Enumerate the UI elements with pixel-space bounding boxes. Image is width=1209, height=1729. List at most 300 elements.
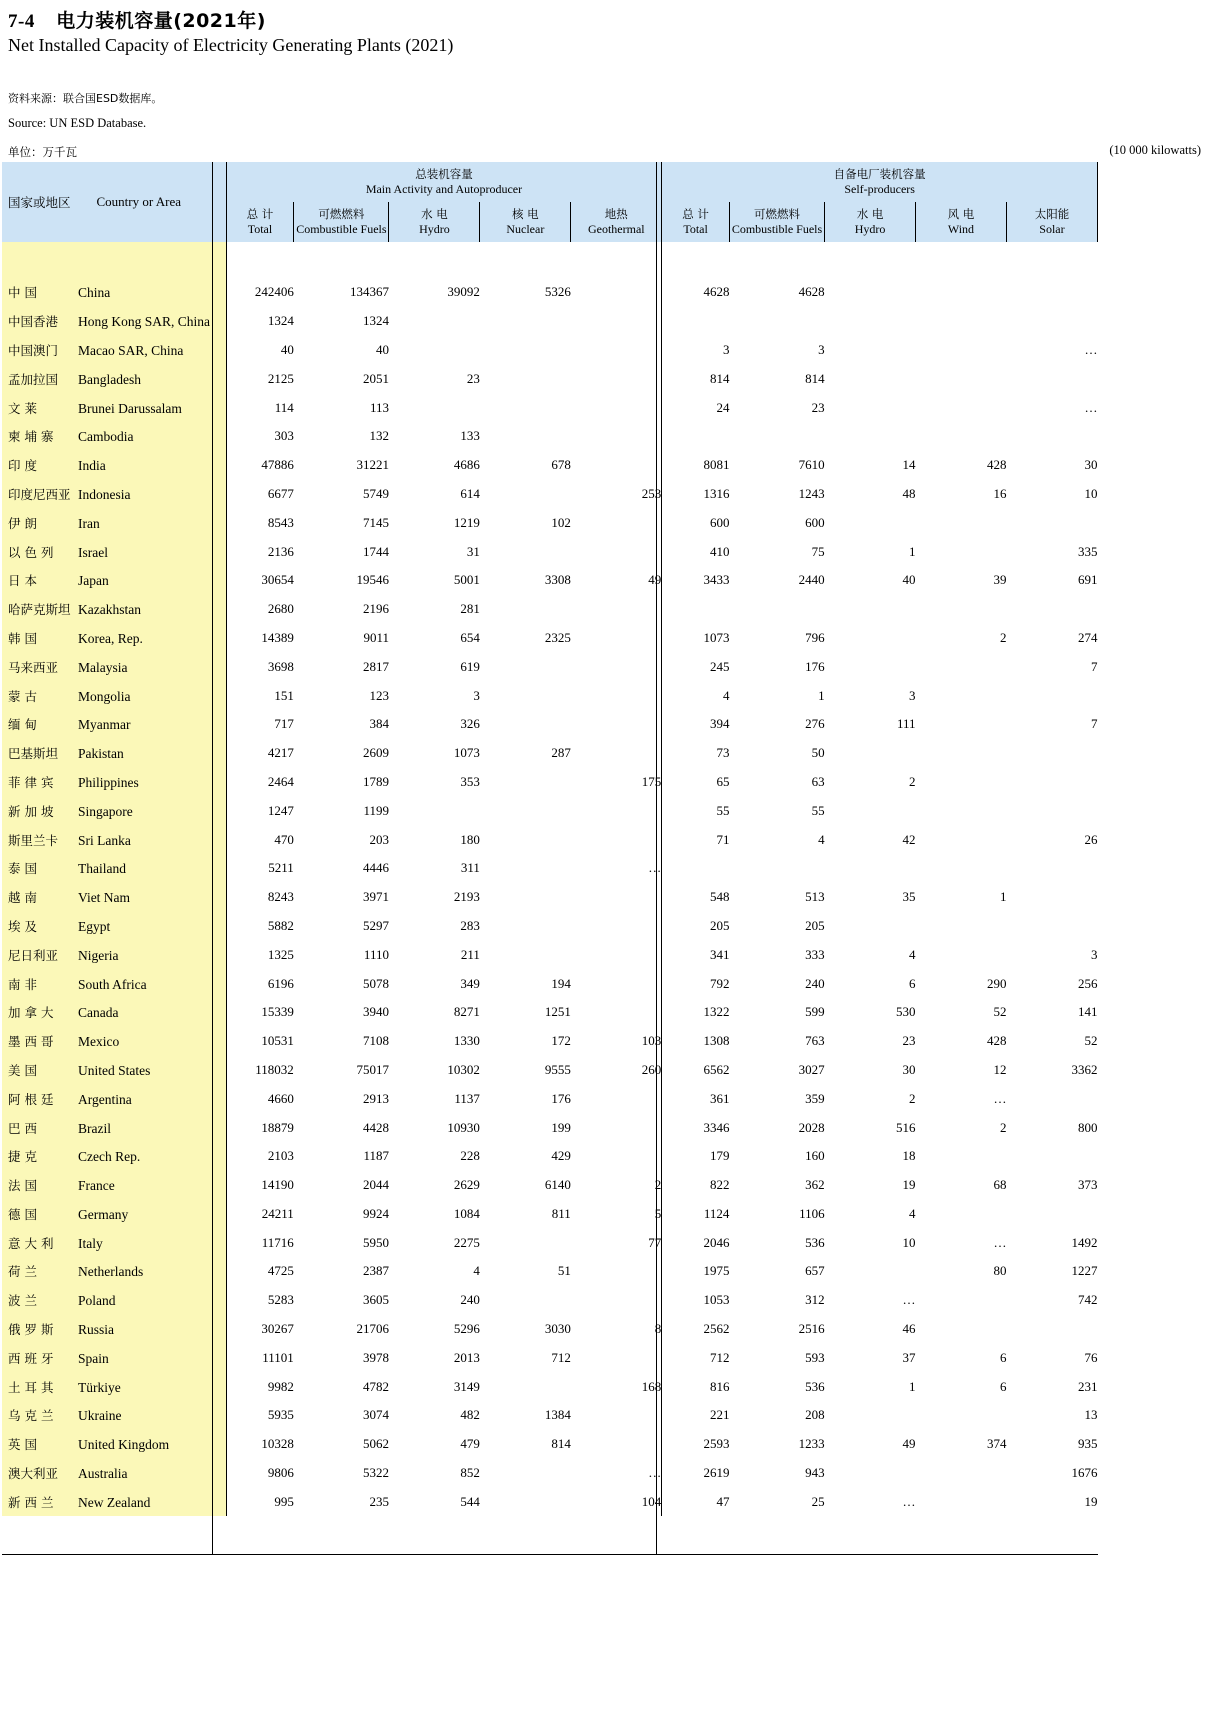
data-cell [825, 422, 916, 451]
data-cell: 1 [909, 1378, 916, 1394]
data-cell [916, 307, 1007, 336]
data-cell: 40 [902, 572, 916, 588]
data-cell: 205 [805, 917, 825, 933]
data-cell [480, 480, 571, 509]
data-cell [480, 652, 571, 681]
data-cell [825, 508, 916, 537]
table-row [2, 307, 1098, 336]
data-cell [1006, 508, 1097, 537]
data-cell: 48 [902, 485, 916, 501]
data-cell [825, 652, 916, 681]
country-name-cn: 德 国 [8, 1206, 37, 1222]
data-cell: 3971 [362, 889, 389, 905]
data-cell: 2 [999, 1119, 1007, 1135]
table-row [2, 1200, 1098, 1229]
data-cell: 18879 [226, 1113, 294, 1142]
table-row [2, 1113, 1098, 1142]
country-name-cn: 加 拿 大 [8, 1005, 54, 1021]
country-name-cell [2, 796, 226, 825]
data-cell: 31221 [356, 457, 389, 473]
data-cell: 3 [473, 687, 480, 703]
data-cell [571, 912, 662, 941]
data-cell [571, 969, 662, 998]
table-row [2, 1056, 1098, 1085]
data-cell: 245 [662, 652, 730, 681]
col-header-main-total: 总 计 Total [226, 202, 294, 242]
data-cell: 5001 [453, 572, 480, 588]
data-cell: 943 [805, 1465, 825, 1481]
data-cell [916, 1142, 1007, 1171]
data-cell [389, 307, 480, 336]
country-name-en: Bangladesh [78, 371, 141, 387]
table-row [2, 1228, 1098, 1257]
data-cell [571, 940, 662, 969]
table-row [2, 912, 1098, 941]
data-cell: 2 [909, 1090, 916, 1106]
data-cell [571, 451, 662, 480]
data-cell [662, 307, 730, 336]
country-name-cell [2, 451, 226, 480]
group-header-self-producers-cn: 自备电厂装机容量 [833, 167, 926, 182]
data-cell: 384 [369, 716, 389, 732]
data-cell [571, 1113, 662, 1142]
data-cell: 221 [662, 1401, 730, 1430]
data-cell: 242406 [226, 278, 294, 307]
country-name-cn: 孟加拉国 [8, 371, 59, 387]
data-cell: 151 [226, 681, 294, 710]
data-cell: 30 [1084, 457, 1098, 473]
data-cell [480, 1372, 571, 1401]
data-cell [729, 307, 824, 336]
country-name-en: Myanmar [78, 717, 131, 733]
country-name-cn: 新 西 兰 [8, 1494, 54, 1510]
data-cell [916, 1401, 1007, 1430]
data-cell: 47 [662, 1487, 730, 1516]
data-cell: 7610 [798, 457, 825, 473]
country-name-cell [2, 624, 226, 653]
country-name-cell [2, 912, 226, 941]
data-cell: 3433 [662, 566, 730, 595]
data-cell: 24 [662, 393, 730, 422]
country-name-en: Spain [78, 1350, 109, 1366]
data-cell: 349 [460, 975, 480, 991]
data-cell [825, 364, 916, 393]
data-cell: 374 [986, 1436, 1007, 1452]
data-cell: 516 [896, 1119, 916, 1135]
data-cell: 235 [369, 1493, 389, 1509]
table-row [2, 1315, 1098, 1344]
data-cell: 260 [641, 1061, 662, 1077]
data-cell: 1233 [798, 1436, 825, 1452]
data-cell: 548 [662, 883, 730, 912]
data-cell [480, 854, 571, 883]
data-cell: 482 [460, 1407, 480, 1423]
data-cell: 205 [662, 912, 730, 941]
country-name-cell [2, 278, 226, 307]
data-cell [916, 652, 1007, 681]
data-cell [1006, 1142, 1097, 1171]
data-cell: 600 [805, 514, 825, 530]
country-name-cell [2, 1171, 226, 1200]
country-name-cell [2, 1315, 226, 1344]
table-row [2, 393, 1098, 422]
data-cell: 394 [662, 710, 730, 739]
data-cell: 49 [902, 1436, 916, 1452]
data-cell [916, 739, 1007, 768]
data-cell: 5078 [362, 975, 389, 991]
data-cell: 2 [654, 1177, 662, 1193]
data-cell: 1676 [1071, 1465, 1098, 1481]
table-row [2, 566, 1098, 595]
data-cell [571, 364, 662, 393]
data-cell: 1384 [544, 1407, 571, 1423]
country-name-en: Thailand [78, 861, 126, 877]
data-cell: 6140 [544, 1177, 571, 1193]
data-cell: 1 [999, 889, 1007, 905]
data-cell: 5950 [362, 1234, 389, 1250]
data-cell: 3027 [798, 1061, 825, 1077]
data-cell [1006, 854, 1097, 883]
data-cell [571, 422, 662, 451]
data-cell: 2516 [798, 1321, 825, 1337]
country-name-cn: 埃 及 [8, 918, 37, 934]
data-cell: 26 [1084, 831, 1098, 847]
data-cell: 796 [805, 629, 825, 645]
country-name-en: India [78, 458, 106, 474]
data-cell: 359 [805, 1090, 825, 1106]
data-cell: 231 [1078, 1378, 1098, 1394]
country-name-cell [2, 1228, 226, 1257]
data-cell: 303 [226, 422, 294, 451]
data-cell: 600 [662, 508, 730, 537]
country-name-en: Macao SAR, China [78, 342, 184, 358]
data-cell [916, 508, 1007, 537]
data-cell [571, 537, 662, 566]
source-note-en: Source: UN ESD Database. [8, 116, 147, 130]
data-cell [571, 1084, 662, 1113]
data-cell: 544 [460, 1493, 480, 1509]
country-name-en: Japan [78, 573, 109, 589]
data-cell: 4428 [362, 1119, 389, 1135]
col-header-self-wind: 风 电 Wind [916, 202, 1007, 242]
data-cell: 4217 [226, 739, 294, 768]
data-cell: 2680 [226, 595, 294, 624]
country-name-en: New Zealand [78, 1494, 151, 1510]
data-cell: 4628 [662, 278, 730, 307]
table-row [2, 508, 1098, 537]
table-row [2, 969, 1098, 998]
data-cell [916, 825, 1007, 854]
country-name-cn: 意 大 利 [8, 1235, 54, 1251]
data-cell: 73 [662, 739, 730, 768]
data-cell: 428 [986, 457, 1007, 473]
country-name-en: Egypt [78, 918, 111, 934]
col-header-self-combustible: 可燃燃料 Combustible Fuels [729, 202, 824, 242]
data-cell: 814 [662, 364, 730, 393]
data-cell [571, 739, 662, 768]
table-row [2, 796, 1098, 825]
data-cell: 536 [805, 1234, 825, 1250]
data-cell [480, 912, 571, 941]
data-cell [480, 710, 571, 739]
table-row [2, 1372, 1098, 1401]
table-row [2, 940, 1098, 969]
country-name-cell [2, 336, 226, 365]
table-row [2, 480, 1098, 509]
data-cell: 2464 [226, 768, 294, 797]
data-cell: 373 [1078, 1177, 1098, 1193]
data-cell: 18 [902, 1148, 916, 1164]
data-cell: 2103 [226, 1142, 294, 1171]
table-row [2, 595, 1098, 624]
country-name-cell [2, 768, 226, 797]
data-cell [916, 710, 1007, 739]
data-cell: 2 [999, 629, 1007, 645]
data-cell [571, 1257, 662, 1286]
country-name-cell [2, 1343, 226, 1372]
country-name-en: Italy [78, 1235, 103, 1251]
data-cell [916, 681, 1007, 710]
country-name-en: Korea, Rep. [78, 630, 143, 646]
data-cell: 2013 [453, 1349, 480, 1365]
data-cell: 3074 [362, 1407, 389, 1423]
data-cell [571, 624, 662, 653]
data-cell: 530 [896, 1004, 916, 1020]
data-cell: 63 [811, 773, 825, 789]
country-name-cell [2, 854, 226, 883]
col-header-self-total: 总 计 Total [662, 202, 730, 242]
data-cell: 290 [986, 975, 1007, 991]
data-cell [1006, 796, 1097, 825]
data-cell [1006, 739, 1097, 768]
data-cell: 40 [375, 341, 389, 357]
table-row [2, 681, 1098, 710]
table-row [2, 624, 1098, 653]
data-cell: 341 [662, 940, 730, 969]
table-row [2, 1257, 1098, 1286]
data-cell: 276 [805, 716, 825, 732]
data-cell [916, 422, 1007, 451]
country-name-cn: 哈萨克斯坦 [8, 602, 71, 618]
country-name-en: Hong Kong SAR, China [78, 314, 211, 330]
data-cell [916, 1286, 1007, 1315]
table-row [2, 1487, 1098, 1516]
country-name-cn: 西 班 牙 [8, 1350, 54, 1366]
data-cell [571, 278, 662, 307]
data-cell [1006, 307, 1097, 336]
data-cell [1006, 364, 1097, 393]
country-name-en: Kazakhstan [78, 602, 141, 618]
data-cell: 19 [1084, 1493, 1098, 1509]
country-name-en: Mongolia [78, 688, 131, 704]
data-cell [480, 595, 571, 624]
data-cell: 114 [226, 393, 294, 422]
data-cell: 240 [805, 975, 825, 991]
country-name-en: Viet Nam [78, 890, 131, 906]
country-name-en: Poland [78, 1293, 116, 1309]
data-cell: 274 [1078, 629, 1098, 645]
country-name-cn: 阿 根 廷 [8, 1091, 54, 1107]
country-name-en: Argentina [78, 1091, 132, 1107]
country-name-en: Germany [78, 1206, 129, 1222]
data-cell [1006, 681, 1097, 710]
data-cell: 593 [805, 1349, 825, 1365]
country-name-cn: 中国澳门 [8, 342, 59, 358]
data-cell: 3605 [362, 1292, 389, 1308]
data-cell: 1 [818, 687, 825, 703]
data-cell [825, 1257, 916, 1286]
data-cell: 11716 [226, 1228, 294, 1257]
country-name-cn: 中 国 [8, 285, 37, 301]
data-cell: 1322 [662, 998, 730, 1027]
country-name-cn: 韩 国 [8, 630, 37, 646]
data-cell [825, 336, 916, 365]
data-cell: 6562 [662, 1056, 730, 1085]
stub-header-en: Country or Area [96, 194, 181, 210]
country-name-en: Czech Rep. [78, 1149, 141, 1165]
country-name-cn: 南 非 [8, 976, 37, 992]
data-cell: 199 [551, 1119, 571, 1135]
data-cell: … [1084, 399, 1098, 415]
data-cell: 1053 [662, 1286, 730, 1315]
data-cell: 160 [805, 1148, 825, 1164]
data-cell: 536 [805, 1378, 825, 1394]
data-cell: … [648, 1465, 662, 1481]
data-cell: 8081 [662, 451, 730, 480]
data-cell: 852 [460, 1465, 480, 1481]
data-cell: 11101 [226, 1343, 294, 1372]
data-cell: 168 [641, 1378, 662, 1394]
vertical-rule-midgroup [656, 162, 657, 1555]
data-cell: 102 [551, 514, 571, 530]
data-cell: 2562 [662, 1315, 730, 1344]
country-name-cn: 缅 甸 [8, 717, 37, 733]
data-cell: 1316 [662, 480, 730, 509]
country-name-en: Brunei Darussalam [78, 400, 182, 416]
data-cell: 211 [460, 946, 480, 962]
data-cell: 8 [654, 1321, 662, 1337]
country-name-cn: 泰 国 [8, 861, 37, 877]
data-cell: 111 [896, 716, 916, 732]
data-cell: 203 [369, 831, 389, 847]
country-name-cell [2, 883, 226, 912]
data-cell: 3978 [362, 1349, 389, 1365]
data-cell: 335 [1078, 543, 1098, 559]
data-cell: 9555 [544, 1061, 571, 1077]
country-name-cell [2, 998, 226, 1027]
data-cell: 4 [909, 1205, 916, 1221]
country-name-cell [2, 595, 226, 624]
data-cell: 10302 [447, 1061, 480, 1077]
data-cell: 361 [662, 1084, 730, 1113]
country-name-en: Ukraine [78, 1408, 122, 1424]
data-cell [571, 883, 662, 912]
data-cell: 2440 [798, 572, 825, 588]
data-cell: 1110 [363, 946, 389, 962]
data-cell: 2619 [662, 1459, 730, 1488]
country-name-cell [2, 1487, 226, 1516]
data-cell: 283 [460, 917, 480, 933]
table-bottom-rule [2, 1554, 1098, 1555]
data-cell: 410 [662, 537, 730, 566]
country-name-cell [2, 480, 226, 509]
data-cell: 4686 [453, 457, 480, 473]
table-spacer-row [2, 242, 1098, 278]
data-cell: 5935 [226, 1401, 294, 1430]
data-cell: 104 [641, 1493, 662, 1509]
data-cell: 14389 [226, 624, 294, 653]
country-name-en: Canada [78, 1005, 119, 1021]
data-cell [916, 278, 1007, 307]
country-name-cn: 捷 克 [8, 1149, 37, 1165]
table-group-header-row [2, 162, 1098, 202]
country-name-cn: 柬 埔 寨 [8, 429, 54, 445]
data-cell: 12 [993, 1061, 1007, 1077]
data-cell: 40 [226, 336, 294, 365]
data-cell: 15339 [226, 998, 294, 1027]
col-header-self-solar: 太阳能 Solar [1006, 202, 1097, 242]
data-cell: 141 [1078, 1004, 1098, 1020]
country-name-en: Indonesia [78, 486, 131, 502]
data-cell: 103 [641, 1033, 662, 1049]
data-cell: 5062 [362, 1436, 389, 1452]
country-name-cell [2, 1113, 226, 1142]
data-cell: 208 [805, 1407, 825, 1423]
country-name-cn: 乌 克 兰 [8, 1408, 54, 1424]
data-cell: 935 [1078, 1436, 1098, 1452]
country-name-cell [2, 1257, 226, 1286]
country-name-cn: 巴 西 [8, 1120, 37, 1136]
data-cell: 37 [902, 1349, 916, 1365]
table-body [2, 242, 1098, 1516]
country-name-en: South Africa [78, 976, 147, 992]
data-cell: 1325 [226, 940, 294, 969]
data-cell: 1324 [226, 307, 294, 336]
data-cell: 995 [226, 1487, 294, 1516]
country-name-en: Israel [78, 544, 108, 560]
data-cell: 10930 [447, 1119, 480, 1135]
data-cell: 134367 [349, 284, 389, 300]
data-cell: 1330 [453, 1033, 480, 1049]
group-header-self-producers-en: Self-producers [844, 181, 915, 196]
data-cell: 1106 [799, 1205, 825, 1221]
data-cell: 4 [662, 681, 730, 710]
data-cell: 5326 [544, 284, 571, 300]
data-cell: 46 [902, 1321, 916, 1337]
table-number: 7-4 [8, 11, 35, 32]
group-header-main-activity-en: Main Activity and Autoproducer [365, 181, 523, 196]
data-cell [916, 912, 1007, 941]
data-cell [916, 336, 1007, 365]
data-cell: 175 [641, 773, 662, 789]
data-cell: 5322 [362, 1465, 389, 1481]
stub-header-cn: 国家或地区 [8, 195, 71, 211]
data-cell [1006, 595, 1097, 624]
table-row [2, 1343, 1098, 1372]
data-cell: 4628 [798, 284, 825, 300]
data-cell: 176 [551, 1090, 571, 1106]
data-cell: 172 [551, 1033, 571, 1049]
data-cell [916, 1200, 1007, 1229]
country-name-cn: 越 南 [8, 890, 37, 906]
country-name-en: United Kingdom [78, 1437, 170, 1453]
country-name-cell [2, 1200, 226, 1229]
country-name-cn: 新 加 坡 [8, 803, 54, 819]
data-cell [480, 1286, 571, 1315]
data-cell [571, 1142, 662, 1171]
data-cell [571, 652, 662, 681]
data-cell: 614 [460, 485, 480, 501]
